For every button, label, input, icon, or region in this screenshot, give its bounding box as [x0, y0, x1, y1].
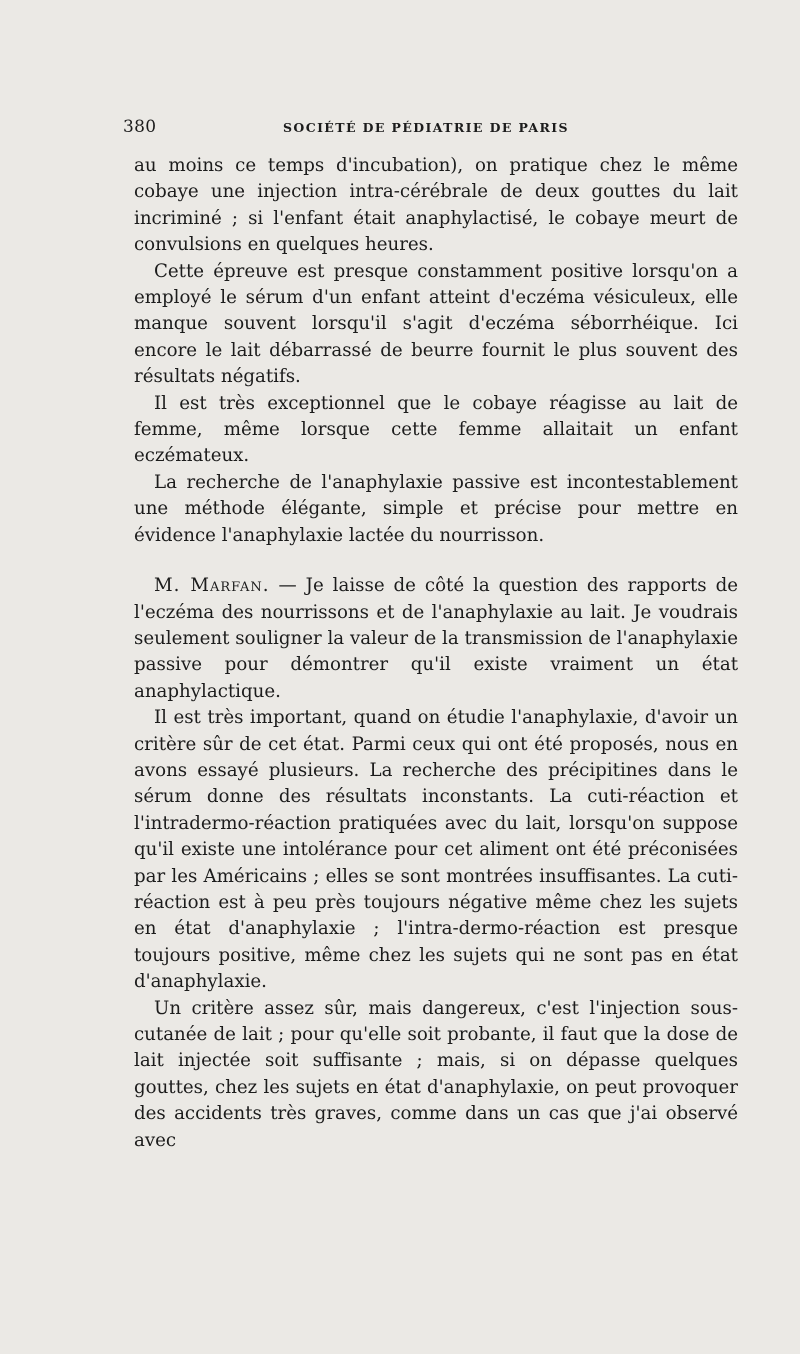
paragraph-4: La recherche de l'anaphylaxie passive est incontestablement une méthode élégante, simple et précise pour mettre en évidence l'anaphylaxie lactée du nourrisson.	[134, 471, 738, 546]
marfan-paragraph-3: Un critère assez sûr, mais dangereux, c'est l'injection sous-cutanée de lait ; pour qu'elle soit probante, il faut que la dose de lait injectée soit suffisante ; mais, si on dépasse quelques gouttes, chez les sujets en état d'anaphylaxie, on peut provoquer des accidents très graves, comme dans un cas que j'ai observé avec	[134, 997, 738, 1151]
journal-title: SOCIÉTÉ DE PÉDIATRIE DE PARIS	[283, 120, 569, 135]
paragraph-3: Il est très exceptionnel que le cobaye réagisse au lait de femme, même lorsque cette femme allaitait un enfant eczémateux.	[134, 392, 738, 467]
paragraph-2: Cette épreuve est presque constamment positive lorsqu'on a employé le sérum d'un enfant atteint d'eczéma vésiculeux, elle manque souvent lorsqu'il s'agit d'eczéma séborrhéique. Ici encore le lait débarrassé de beurre fournit le plus souvent des résultats négatifs.	[134, 260, 738, 388]
paragraph-1: au moins ce temps d'incubation), on pratique chez le même cobaye une injection intra-cérébrale de deux gouttes du lait incriminé ; si l'enfant était anaphylactisé, le cobaye meurt de convulsions en quelques heures.	[134, 155, 738, 256]
marfan-intro-text: — Je laisse de côté la question des rapports de l'eczéma des nourrissons et de l'anaphylaxie au lait. Je voudrais seulement souligner la valeur de la transmission de l'anaphylaxie passive pour démontrer qu'il existe vraiment un état anaphylactique.	[134, 575, 739, 702]
marfan-intro-paragraph	[134, 573, 738, 705]
speaker-name: M. Marfan.	[154, 575, 270, 597]
running-head	[123, 117, 738, 141]
marfan-paragraph-2: Il est très important, quand on étudie l'anaphylaxie, d'avoir un critère sûr de cet état. Parmi ceux qui ont été proposés, nous en avons essayé plusieurs. La recherche des précipitines dans le sérum donne des résultats inconstants. La cuti-réaction et l'intradermo-réaction pratiquées avec du lait, lorsqu'on suppose qu'il existe une intolérance pour cet aliment ont été préconisées par les Américains ; elles se sont montrées insuffisantes. La cuti-réaction est à peu près toujours négative même chez les sujets en état d'anaphylaxie ; l'intra-dermo-réaction est presque toujours positive, même chez les sujets qui ne sont pas en état d'anaphylaxie.	[134, 707, 738, 993]
page-number: 380	[123, 117, 157, 137]
body-text	[134, 153, 738, 1154]
